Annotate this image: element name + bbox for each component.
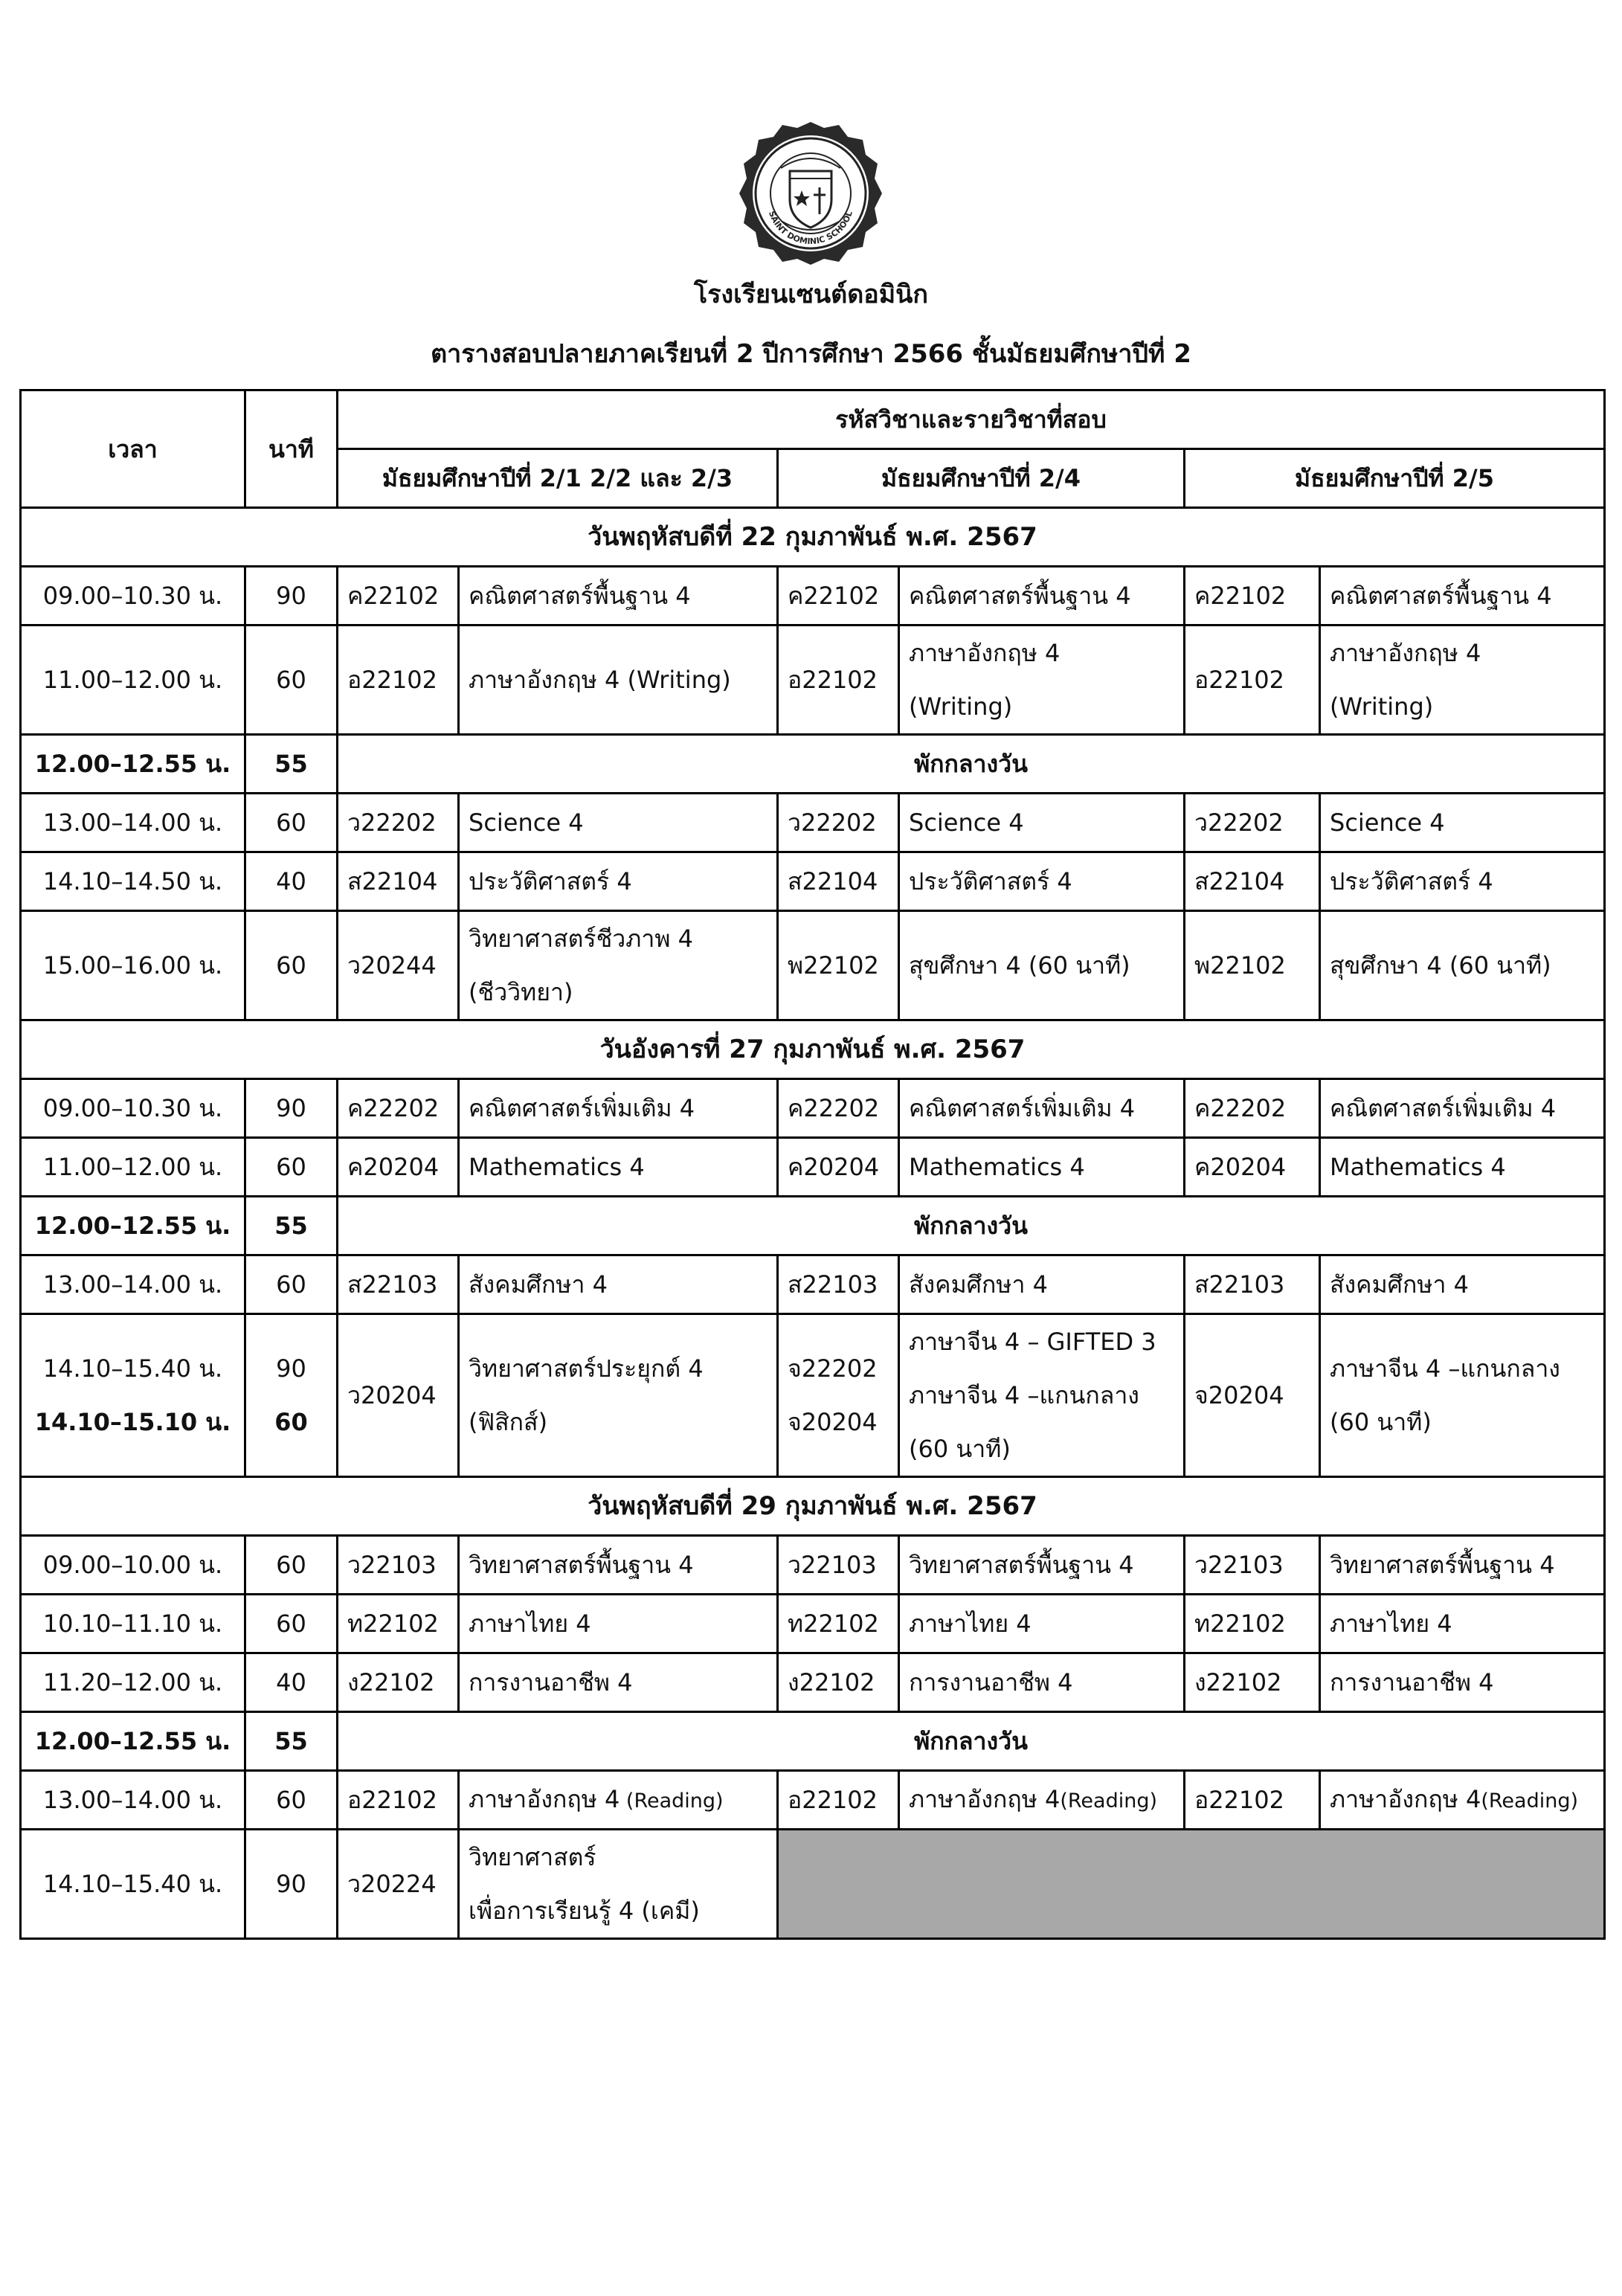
- subject-cell: Mathematics 4: [459, 1138, 778, 1197]
- subject-line: (60 นาที): [909, 1435, 1011, 1463]
- header-group-2: มัธยมศึกษาปีที่ 2/4: [778, 449, 1185, 508]
- code-cell: ว22103: [778, 1536, 899, 1595]
- minutes-line: 60: [274, 1408, 308, 1436]
- subject-line: ภาษาจีน 4 –แกนกลาง: [909, 1381, 1139, 1409]
- minutes-cell: 60: [245, 1771, 338, 1830]
- subject-cell: [899, 626, 1185, 735]
- code-cell: ท22102: [1185, 1595, 1320, 1653]
- subject-suffix: (Reading): [1060, 1789, 1158, 1813]
- day-date: วันพฤหัสบดีที่ 29 กุมภาพันธ์ พ.ศ. 2567: [21, 1477, 1605, 1536]
- table-row: [21, 1830, 1605, 1939]
- subject-cell: สุขศึกษา 4 (60 นาที): [899, 911, 1185, 1020]
- subject-line: (Writing): [909, 692, 1013, 721]
- subject-line: ภาษาจีน 4 –แกนกลาง: [1330, 1354, 1560, 1383]
- time-cell: 10.10–11.10 น.: [21, 1595, 245, 1653]
- table-row: [21, 1771, 1605, 1830]
- time-cell: 09.00–10.30 น.: [21, 1079, 245, 1138]
- table-row: [21, 911, 1605, 1020]
- subject-cell: Science 4: [1320, 794, 1605, 852]
- lunch-cell: พักกลางวัน: [338, 1712, 1605, 1771]
- minutes-cell: 60: [245, 1255, 338, 1314]
- subject-line: ภาษาอังกฤษ 4: [909, 639, 1061, 667]
- subject-cell: [459, 911, 778, 1020]
- time-cell: 09.00–10.30 น.: [21, 567, 245, 626]
- day-row: [21, 508, 1605, 567]
- table-row: [21, 1255, 1605, 1314]
- table-row: [21, 1138, 1605, 1197]
- minutes-cell: 60: [245, 794, 338, 852]
- subject-cell: Mathematics 4: [899, 1138, 1185, 1197]
- empty-shaded-cell: [778, 1830, 1605, 1939]
- subject-cell: คณิตศาสตร์พื้นฐาน 4: [899, 567, 1185, 626]
- code-cell: ท22102: [778, 1595, 899, 1653]
- code-cell: ว22103: [338, 1536, 459, 1595]
- time-line: 14.10–15.40 น.: [42, 1354, 223, 1383]
- code-cell: ส22104: [1185, 852, 1320, 911]
- subject-cell: ภาษาไทย 4: [459, 1595, 778, 1653]
- code-cell: ค22202: [338, 1079, 459, 1138]
- subject-cell: ประวัติศาสตร์ 4: [899, 852, 1185, 911]
- lunch-row: [21, 1197, 1605, 1255]
- minutes-cell: 55: [245, 1197, 338, 1255]
- svg-text:SAINT DOMINIC SCHOOL: SAINT DOMINIC SCHOOL: [767, 210, 855, 247]
- subject-cell: การงานอาชีพ 4: [899, 1653, 1185, 1712]
- subject-cell: [1320, 1771, 1605, 1830]
- table-row: [21, 852, 1605, 911]
- time-cell: 13.00–14.00 น.: [21, 794, 245, 852]
- time-cell: 11.00–12.00 น.: [21, 626, 245, 735]
- minutes-cell: 60: [245, 1138, 338, 1197]
- school-name: โรงเรียนเซนต์ดอมินิก: [694, 280, 928, 309]
- school-seal-logo: [736, 119, 885, 268]
- lunch-row: [21, 1712, 1605, 1771]
- code-cell: ง22102: [1185, 1653, 1320, 1712]
- subject-cell: ภาษาอังกฤษ 4 (Writing): [459, 626, 778, 735]
- minutes-cell: 60: [245, 1595, 338, 1653]
- time-cell: 12.00–12.55 น.: [21, 1712, 245, 1771]
- minutes-cell: 90: [245, 567, 338, 626]
- subject-line: วิทยาศาสตร์ประยุกต์ 4: [469, 1354, 704, 1383]
- subject-cell: [459, 1830, 778, 1939]
- time-cell: 13.00–14.00 น.: [21, 1255, 245, 1314]
- minutes-cell: 60: [245, 626, 338, 735]
- code-cell: ค22102: [778, 567, 899, 626]
- minutes-cell: 60: [245, 911, 338, 1020]
- code-cell: จ20204: [1185, 1314, 1320, 1477]
- subject-cell: การงานอาชีพ 4: [459, 1653, 778, 1712]
- time-cell: 13.00–14.00 น.: [21, 1771, 245, 1830]
- code-cell: ส22103: [338, 1255, 459, 1314]
- code-cell: ท22102: [338, 1595, 459, 1653]
- minutes-cell: 60: [245, 1536, 338, 1595]
- subject-cell: ภาษาไทย 4: [1320, 1595, 1605, 1653]
- subject-line: ภาษาอังกฤษ 4: [1330, 639, 1481, 667]
- subject-cell: Science 4: [899, 794, 1185, 852]
- code-cell: ว22202: [778, 794, 899, 852]
- day-row: [21, 1020, 1605, 1079]
- subject-cell: คณิตศาสตร์พื้นฐาน 4: [1320, 567, 1605, 626]
- code-cell: ค20204: [1185, 1138, 1320, 1197]
- subject-text: ภาษาอังกฤษ 4: [469, 1784, 620, 1813]
- time-cell: 12.00–12.55 น.: [21, 1197, 245, 1255]
- code-cell: ส22103: [1185, 1255, 1320, 1314]
- lunch-cell: พักกลางวัน: [338, 735, 1605, 794]
- subject-cell: คณิตศาสตร์เพิ่มเติม 4: [459, 1079, 778, 1138]
- code-cell: พ22102: [1185, 911, 1320, 1020]
- header-row: [21, 390, 1605, 449]
- code-cell: ว20204: [338, 1314, 459, 1477]
- minutes-line: 90: [276, 1354, 306, 1383]
- code-cell: ค22202: [778, 1079, 899, 1138]
- subject-cell: คณิตศาสตร์พื้นฐาน 4: [459, 567, 778, 626]
- time-cell: 09.00–10.00 น.: [21, 1536, 245, 1595]
- subject-line: ภาษาจีน 4 – GIFTED 3: [909, 1328, 1156, 1356]
- subject-line: (ฟิสิกส์): [469, 1408, 548, 1436]
- code-cell: ว20244: [338, 911, 459, 1020]
- subject-text: ภาษาอังกฤษ 4: [909, 1784, 1061, 1813]
- code-cell: อ22102: [1185, 626, 1320, 735]
- code-cell: ค20204: [778, 1138, 899, 1197]
- table-row: [21, 1653, 1605, 1712]
- subject-cell: วิทยาศาสตร์พื้นฐาน 4: [899, 1536, 1185, 1595]
- code-cell: ง22102: [338, 1653, 459, 1712]
- code-cell: ส22103: [778, 1255, 899, 1314]
- header-time: เวลา: [21, 390, 245, 508]
- code-cell: [778, 1314, 899, 1477]
- table-row: [21, 1595, 1605, 1653]
- subject-cell: [459, 1771, 778, 1830]
- table-row: [21, 794, 1605, 852]
- minutes-cell: 90: [245, 1079, 338, 1138]
- table-row: [21, 626, 1605, 735]
- subject-line: วิทยาศาสตร์ชีวภาพ 4: [469, 924, 693, 953]
- minutes-cell: 40: [245, 852, 338, 911]
- code-cell: อ22102: [1185, 1771, 1320, 1830]
- minutes-cell: [245, 1314, 338, 1477]
- code-cell: ว22202: [1185, 794, 1320, 852]
- subject-cell: คณิตศาสตร์เพิ่มเติม 4: [899, 1079, 1185, 1138]
- minutes-cell: 55: [245, 735, 338, 794]
- time-cell: 11.20–12.00 น.: [21, 1653, 245, 1712]
- time-cell: 15.00–16.00 น.: [21, 911, 245, 1020]
- code-cell: ส22104: [338, 852, 459, 911]
- code-cell: ง22102: [778, 1653, 899, 1712]
- subject-cell: [899, 1771, 1185, 1830]
- subject-cell: ภาษาไทย 4: [899, 1595, 1185, 1653]
- table-row: [21, 1536, 1605, 1595]
- day-date: วันพฤหัสบดีที่ 22 กุมภาพันธ์ พ.ศ. 2567: [21, 508, 1605, 567]
- code-cell: ค22102: [1185, 567, 1320, 626]
- subject-cell: สุขศึกษา 4 (60 นาที): [1320, 911, 1605, 1020]
- subject-cell: วิทยาศาสตร์พื้นฐาน 4: [1320, 1536, 1605, 1595]
- time-cell: 12.00–12.55 น.: [21, 735, 245, 794]
- table-row: [21, 1314, 1605, 1477]
- header-group-3: มัธยมศึกษาปีที่ 2/5: [1185, 449, 1605, 508]
- code-line: จ20204: [788, 1408, 878, 1436]
- subject-cell: ประวัติศาสตร์ 4: [1320, 852, 1605, 911]
- subject-suffix: (Reading): [619, 1789, 724, 1813]
- subject-line: (ชีววิทยา): [469, 978, 573, 1006]
- day-date: วันอังคารที่ 27 กุมภาพันธ์ พ.ศ. 2567: [21, 1020, 1605, 1079]
- document-title: ตารางสอบปลายภาคเรียนที่ 2 ปีการศึกษา 2566 ชั้นมัธยมศึกษาปีที่ 2: [431, 339, 1191, 369]
- time-line: 14.10–15.10 น.: [34, 1408, 231, 1436]
- minutes-cell: 40: [245, 1653, 338, 1712]
- time-cell: [21, 1314, 245, 1477]
- exam-schedule-table: [19, 389, 1606, 1940]
- subject-cell: [459, 1314, 778, 1477]
- minutes-cell: 55: [245, 1712, 338, 1771]
- code-cell: อ22102: [778, 1771, 899, 1830]
- subject-cell: [1320, 626, 1605, 735]
- subject-line: วิทยาศาสตร์: [469, 1843, 596, 1871]
- lunch-row: [21, 735, 1605, 794]
- subject-cell: สังคมศึกษา 4: [459, 1255, 778, 1314]
- day-row: [21, 1477, 1605, 1536]
- subject-line: เพื่อการเรียนรู้ 4 (เคมี): [469, 1897, 700, 1925]
- code-cell: ค22102: [338, 567, 459, 626]
- subject-cell: สังคมศึกษา 4: [1320, 1255, 1605, 1314]
- lunch-cell: พักกลางวัน: [338, 1197, 1605, 1255]
- time-cell: 11.00–12.00 น.: [21, 1138, 245, 1197]
- code-cell: ว22103: [1185, 1536, 1320, 1595]
- table-row: [21, 1079, 1605, 1138]
- header-group-1: มัธยมศึกษาปีที่ 2/1 2/2 และ 2/3: [338, 449, 778, 508]
- subject-cell: ประวัติศาสตร์ 4: [459, 852, 778, 911]
- code-cell: อ22102: [338, 626, 459, 735]
- code-cell: อ22102: [778, 626, 899, 735]
- code-cell: ค20204: [338, 1138, 459, 1197]
- time-cell: 14.10–14.50 น.: [21, 852, 245, 911]
- subject-suffix: (Reading): [1481, 1789, 1579, 1813]
- code-cell: ว22202: [338, 794, 459, 852]
- subject-cell: Mathematics 4: [1320, 1138, 1605, 1197]
- subject-cell: วิทยาศาสตร์พื้นฐาน 4: [459, 1536, 778, 1595]
- code-cell: ว20224: [338, 1830, 459, 1939]
- minutes-cell: 90: [245, 1830, 338, 1939]
- subject-text: ภาษาอังกฤษ 4: [1330, 1784, 1481, 1813]
- subject-cell: การงานอาชีพ 4: [1320, 1653, 1605, 1712]
- subject-cell: สังคมศึกษา 4: [899, 1255, 1185, 1314]
- subject-cell: Science 4: [459, 794, 778, 852]
- time-cell: 14.10–15.40 น.: [21, 1830, 245, 1939]
- subject-cell: คณิตศาสตร์เพิ่มเติม 4: [1320, 1079, 1605, 1138]
- subject-cell: [899, 1314, 1185, 1477]
- code-cell: พ22102: [778, 911, 899, 1020]
- table-row: [21, 567, 1605, 626]
- header-subjects: รหัสวิชาและรายวิชาที่สอบ: [338, 390, 1605, 449]
- code-cell: อ22102: [338, 1771, 459, 1830]
- header-minutes: นาที: [245, 390, 338, 508]
- code-line: จ22202: [788, 1354, 878, 1383]
- subject-line: (60 นาที): [1330, 1408, 1432, 1436]
- code-cell: ค22202: [1185, 1079, 1320, 1138]
- code-cell: ส22104: [778, 852, 899, 911]
- subject-line: (Writing): [1330, 692, 1434, 721]
- subject-cell: [1320, 1314, 1605, 1477]
